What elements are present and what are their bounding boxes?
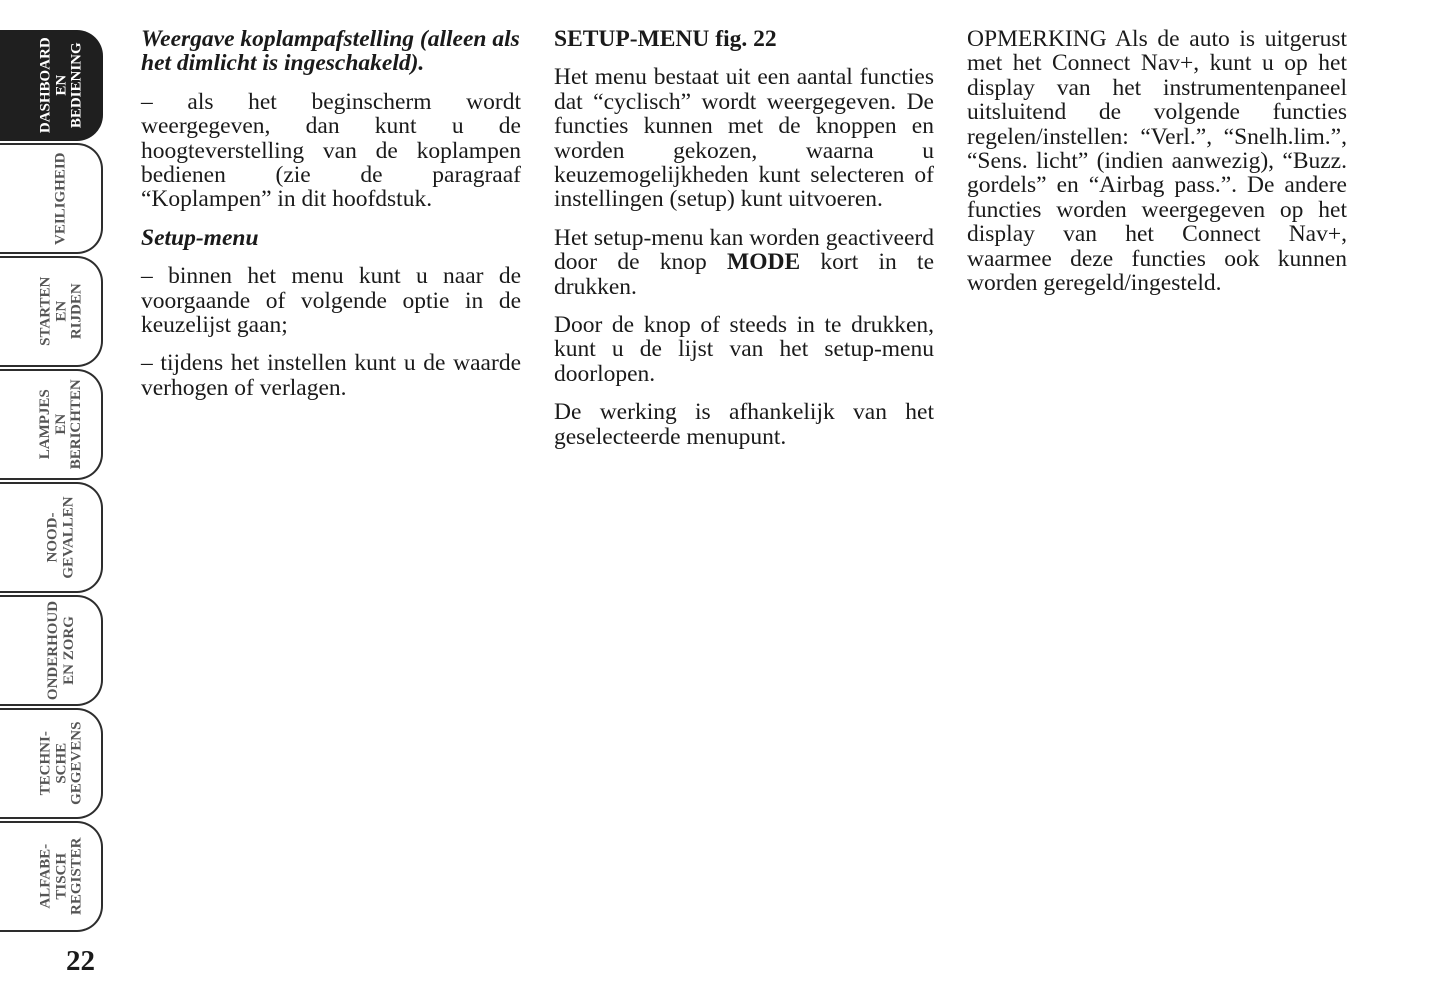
tab-label: LAMPJES EN BERICHTEN	[37, 379, 85, 470]
tab-onderhoud-en-zorg[interactable]	[0, 595, 103, 706]
column-left	[141, 27, 521, 414]
text-run: Het setup-menu kan worden geactiveerd door de knop	[554, 224, 934, 276]
page-number: 22	[66, 945, 95, 977]
tab-alfabetisch-register[interactable]	[0, 821, 103, 932]
text-run: kort in te drukken.	[554, 249, 934, 300]
tab-noodgevallen[interactable]	[0, 482, 103, 593]
paragraph: De werking is afhankelijk van het geselecteerde menupunt.	[554, 399, 934, 450]
paragraph: – als het beginscherm wordt weergegeven, dan kunt u de hoogteverstelling van de koplampen bedienen (zie de paragraaf “Koplampen” in dit hoofdstuk.	[141, 88, 521, 213]
tab-label: TECHNI- SCHE GEGEVENS	[37, 721, 85, 806]
tab-technische-gegevens[interactable]	[0, 708, 103, 819]
subheading-setup-menu: Setup-menu	[141, 224, 259, 251]
mode-button-label: MODE	[727, 249, 801, 276]
tab-label: NOOD- GEVALLEN	[45, 496, 77, 579]
tab-dashboard-en-bediening[interactable]	[0, 30, 103, 141]
tab-label: ONDERHOUD EN ZORG	[45, 600, 77, 701]
note-paragraph: OPMERKING Als de auto is uitgerust met het Connect Nav+, kunt u op het display van het instrumentenpaneel uitsluitend de volgende functies regelen/instellen: “Verl.”, “Snelh.lim.”, “Sens. licht” (indien aanwezig), “Buzz. gordels” en “Airbag pass.”. De andere functies worden weergegeven op het display van het Connect Nav+, waarmee deze functies ook kunnen worden geregeld/ingesteld.	[967, 26, 1347, 297]
tab-lampjes-en-berichten[interactable]	[0, 369, 103, 480]
paragraph: Door de knop of steeds in te drukken, kunt u de lijst van het setup-menu doorlopen.	[554, 312, 934, 387]
tab-starten-en-rijden[interactable]	[0, 256, 103, 367]
tab-label: STARTEN EN RIJDEN	[37, 276, 85, 347]
paragraph: – binnen het menu kunt u naar de voorgaande of volgende optie in de keuzelijst gaan;	[141, 263, 521, 339]
column-middle	[554, 27, 934, 463]
tab-veiligheid[interactable]	[0, 143, 103, 254]
tab-label: DASHBOARD EN BEDIENING	[37, 37, 85, 134]
paragraph	[554, 226, 934, 299]
column-right	[967, 27, 1347, 309]
section-heading-koplampafstelling: Weergave koplampafstelling (alleen als het dimlicht is ingeschakeld).	[141, 26, 520, 77]
paragraph: – tijdens het instellen kunt u de waarde verhogen of verlagen.	[141, 350, 521, 401]
tab-label: ALFABE- TISCH REGISTER	[37, 837, 85, 916]
section-heading-setup-menu: SETUP-MENU fig. 22	[554, 26, 777, 52]
paragraph: Het menu bestaat uit een aantal functies dat “cyclisch” wordt weergegeven. De functies kunnen met de knoppen en worden gekozen, waarna u keuzemogelijkheden kunt selecteren of instellingen (setup) kunt uitvoeren.	[554, 64, 934, 213]
tab-label: VEILIGHEID	[52, 152, 69, 245]
